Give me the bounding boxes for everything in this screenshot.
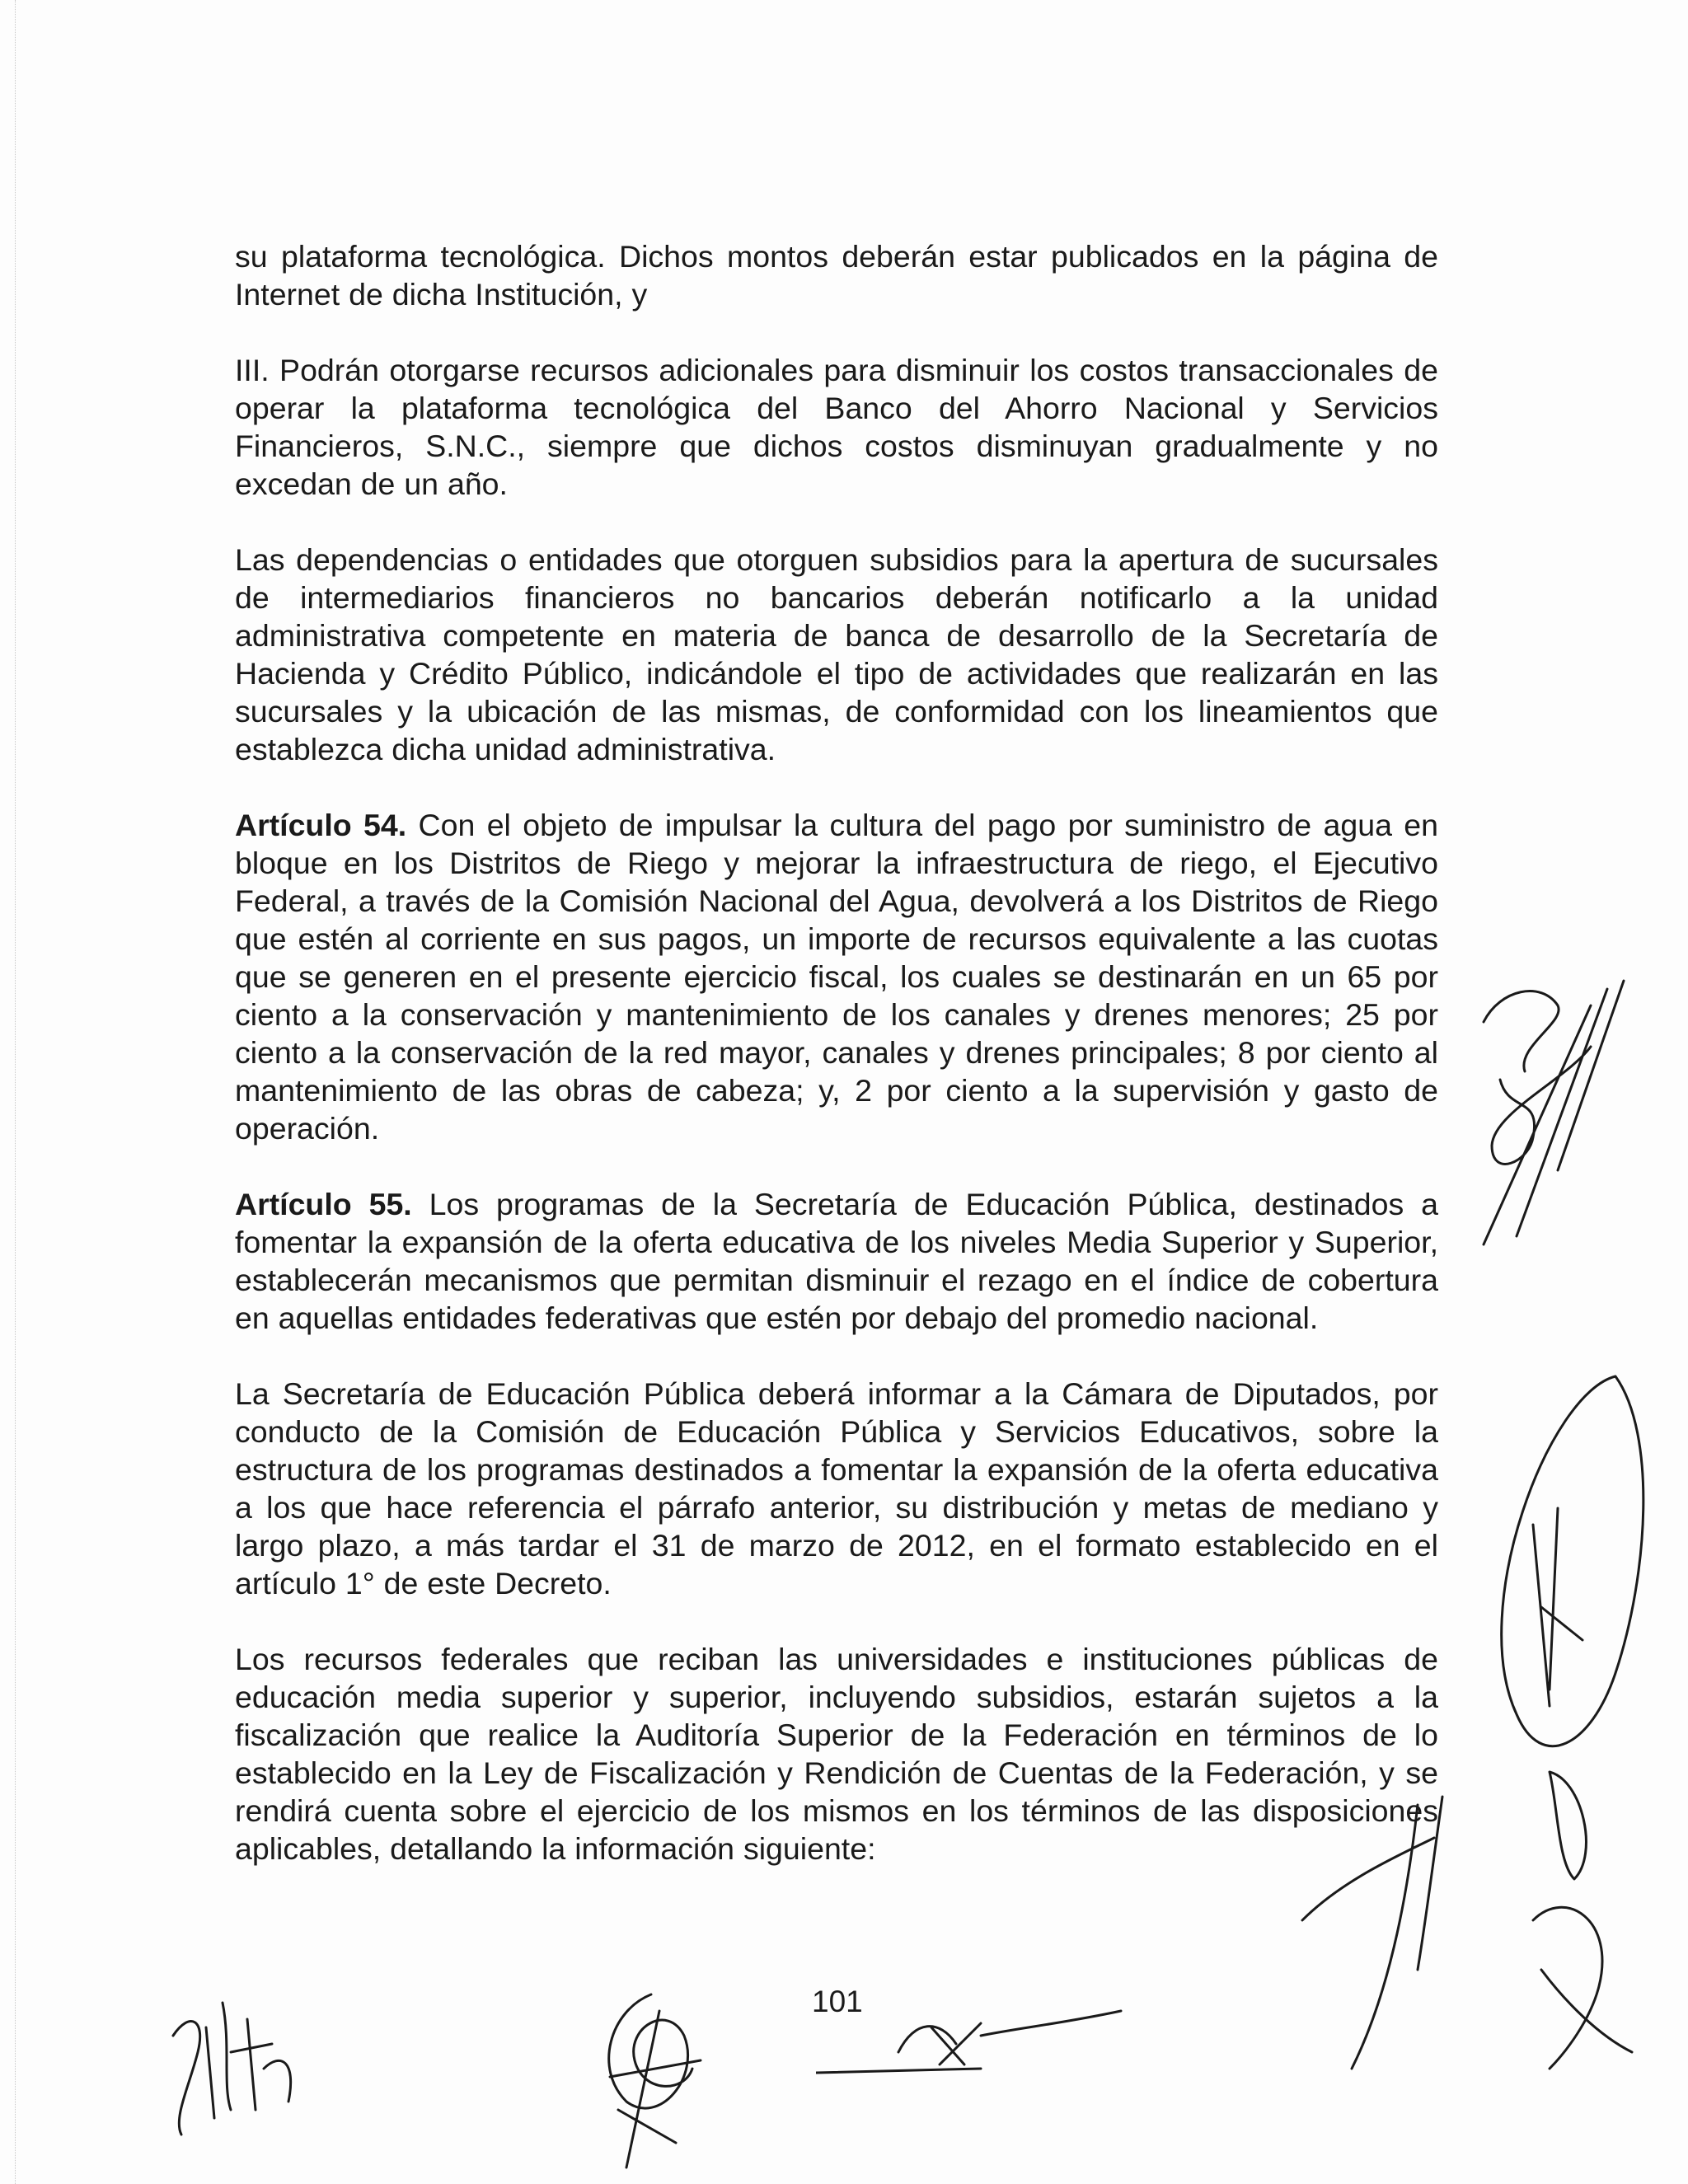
page-number: 101 xyxy=(812,1985,863,2018)
paragraph-text: su plataforma tecnológica. Dichos montos deberán estar publicados en la página de Internet de dicha Institución, y xyxy=(235,239,1438,312)
paragraph-dependencias xyxy=(235,541,1438,768)
paragraph-text: Los programas de la Secretaría de Educación Pública, destinados a fomentar la expansión de la oferta educativa de los niveles Media Superior y Superior, establecerán mecanismos que permitan disminuir el rezago en el índice de cobertura en aquellas entidades federativas que estén por debajo del promedio nacional. xyxy=(235,1187,1438,1335)
initials-bottom-left xyxy=(157,1970,321,2151)
signature-right-oval xyxy=(1451,1360,1665,1788)
scan-margin-edge xyxy=(0,0,16,2184)
paragraph-text: La Secretaría de Educación Pública deberá informar a la Cámara de Diputados, por conducto de la Comisión de Educación Pública y Servicios Educativos, sobre la estructura de los programas destinados a fomentar la expansión de la oferta educativa a los que hace referencia el párrafo anterior, su distribución y metas de mediano y largo plazo, a más tardar el 31 de marzo de 2012, en el formato establecido en el artículo 1° de este Decreto. xyxy=(235,1376,1438,1601)
paragraph-sep-informe xyxy=(235,1375,1438,1602)
signature-right-upper xyxy=(1467,972,1632,1253)
paragraph-articulo-54 xyxy=(235,806,1438,1147)
paragraph-continuation xyxy=(235,237,1438,313)
article-label: Artículo 55. xyxy=(235,1187,412,1221)
document-body xyxy=(235,237,1438,1905)
article-label: Artículo 54. xyxy=(235,808,407,842)
paragraph-articulo-55 xyxy=(235,1185,1438,1337)
paragraph-recursos-federales xyxy=(235,1640,1438,1868)
signature-right-lower xyxy=(1269,1755,1648,2102)
paragraph-text: Las dependencias o entidades que otorguen subsidios para la apertura de sucursales de intermediarios financieros no bancarios deberán notificarlo a la unidad administrativa competente en materia de banca de desarrollo de la Secretaría de Hacienda y Crédito Público, indicándole el tipo de actividades que realizarán en las sucursales y la ubicación de las mismas, de conformidad con los lineamientos que establezca dicha unidad administrativa. xyxy=(235,542,1438,766)
paragraph-text: Los recursos federales que reciban las universidades e instituciones públicas de educación media superior y superior, incluyendo subsidios, estarán sujetos a la fiscalización que realice la Auditoría Superior de la Federación en términos de lo establecido en la Ley de Fiscalización y Rendición de Cuentas de la Federación, y se rendirá cuenta sobre el ejercicio de los mismos en los términos de las disposiciones aplicables, detallando la información siguiente: xyxy=(235,1642,1438,1866)
paragraph-text: III. Podrán otorgarse recursos adicionales para disminuir los costos transaccionales de operar la plataforma tecnológica del Banco del Ahorro Nacional y Servicios Financieros, S.N.C., siempre que dichos costos disminuyan gradualmente y no excedan de un año. xyxy=(235,353,1438,501)
signature-bottom-center-right xyxy=(816,1986,1129,2085)
paragraph-text: Con el objeto de impulsar la cultura del pago por suministro de agua en bloque en los Distritos de Riego y mejorar la infraestructura de riego, el Ejecutivo Federal, a través de la Comisión Nacional del Agua, devolverá a los Distritos de Riego que estén al corriente en sus pagos, un importe de recursos equivalente a las cuotas que se generen en el presente ejercicio fiscal, los cuales se destinarán en un 65 por ciento a la conservación y mantenimiento de los canales y drenes menores; 25 por ciento a la conservación de la red mayor, canales y drenes principales; 8 por ciento al mantenimiento de las obras de cabeza; y, 2 por ciento a la supervisión y gasto de operación. xyxy=(235,808,1439,1146)
paragraph-fraction-iii xyxy=(235,351,1438,503)
signature-bottom-center-left xyxy=(577,1978,725,2176)
